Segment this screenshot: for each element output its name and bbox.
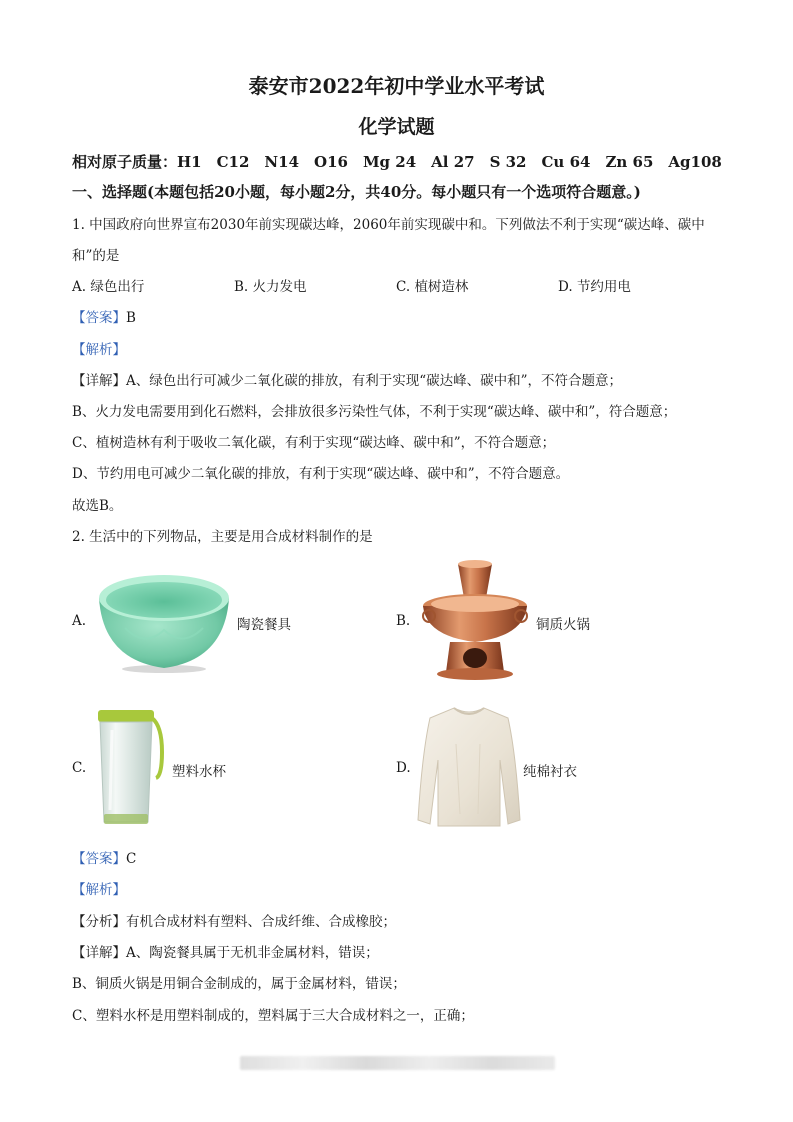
q2-answer: 【答案】C <box>72 851 137 867</box>
q1-option-d: D. 节约用电 <box>558 279 631 295</box>
section-heading: 一、选择题(本题包括20小题，每小题2分，共40分。每小题只有一个选项符合题意。) <box>72 183 641 201</box>
page-subtitle: 化学试题 <box>358 116 435 138</box>
q1-stem-line1: 1. 中国政府向世界宣布2030年前实现碳达峰，2060年前实现碳中和。下列做法不利于实现“碳达峰、碳中 <box>72 217 705 233</box>
q1-stem-line2: 和”的是 <box>72 248 120 264</box>
page-title: 泰安市2022年初中学业水平考试 <box>248 74 545 98</box>
q2-option-d-letter: D. <box>396 760 411 776</box>
q2-detail-line: C、塑料水杯是用塑料制成的，塑料属于三大合成材料之一，正确； <box>72 1008 474 1024</box>
q1-detail-line: 【详解】A、绿色出行可减少二氧化碳的排放，有利于实现“碳达峰、碳中和”，不符合题意； <box>72 373 623 389</box>
q2-option-c-text: 塑料水杯 <box>172 764 226 780</box>
q2-option-a-text: 陶瓷餐具 <box>237 617 291 633</box>
q1-detail-line: D、节约用电可减少二氧化碳的排放，有利于实现“碳达峰、碳中和”，不符合题意。 <box>72 466 570 482</box>
q2-option-c-letter: C. <box>72 760 87 776</box>
q2-analysis-tag: 【解析】 <box>72 882 126 898</box>
q1-answer: 【答案】B <box>72 310 136 326</box>
atomic-masses: 相对原子质量：H1 C12 N14 O16 Mg 24 Al 27 S 32 Cu 64 Zn 65 Ag108 <box>72 153 722 171</box>
q1-detail-line: C、植树造林有利于吸收二氧化碳，有利于实现“碳达峰、碳中和”，不符合题意； <box>72 435 556 451</box>
q2-option-d-text: 纯棉衬衣 <box>523 764 577 780</box>
plastic-cup-image <box>92 706 166 830</box>
q2-stem: 2. 生活中的下列物品，主要是用合成材料制作的是 <box>72 529 373 545</box>
blurred-footer-watermark <box>240 1056 555 1070</box>
q1-option-c: C. 植树造林 <box>396 279 469 295</box>
cotton-shirt-image <box>416 704 522 830</box>
q2-option-b-text: 铜质火锅 <box>536 617 590 633</box>
q1-analysis-tag: 【解析】 <box>72 342 126 358</box>
q1-option-b: B. 火力发电 <box>234 279 307 295</box>
q2-analysis-line: 【分析】有机合成材料有塑料、合成纤维、合成橡胶； <box>72 914 396 930</box>
q2-option-b-letter: B. <box>396 613 411 629</box>
q2-option-a-letter: A. <box>72 613 87 629</box>
q2-detail-line: B、铜质火锅是用铜合金制成的，属于金属材料，错误； <box>72 976 406 992</box>
q1-option-a: A. 绿色出行 <box>72 279 145 295</box>
q1-detail-line: B、火力发电需要用到化石燃料，会排放很多污染性气体，不利于实现“碳达峰、碳中和”，符合题意； <box>72 404 677 420</box>
copper-hotpot-image <box>416 558 534 682</box>
q2-detail-line: 【详解】A、陶瓷餐具属于无机非金属材料，错误； <box>72 945 379 961</box>
q1-conclusion: 故选B。 <box>72 498 123 514</box>
ceramic-bowl-image <box>95 568 233 674</box>
